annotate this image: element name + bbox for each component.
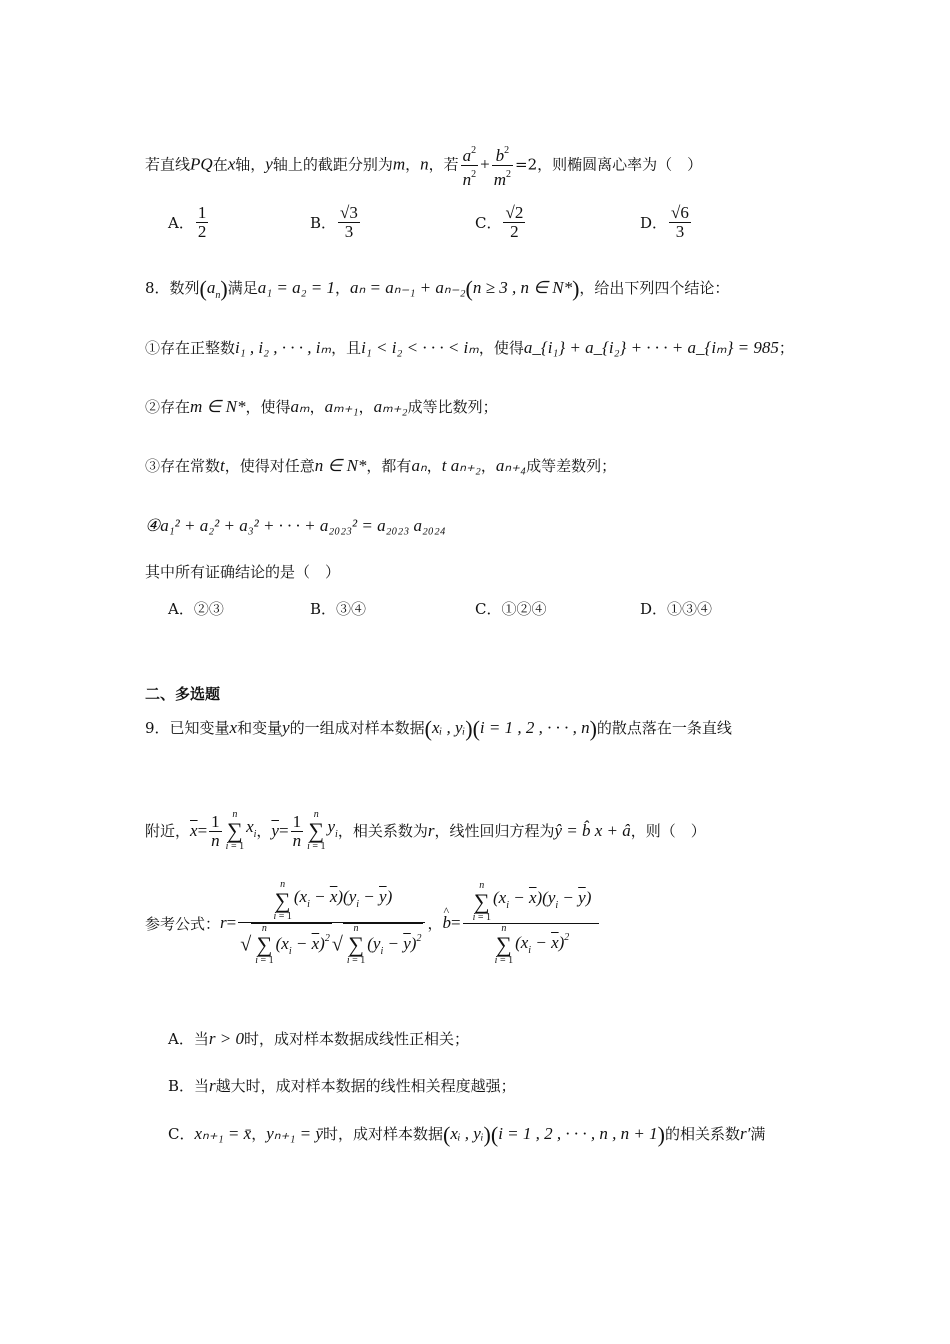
q8-statement-2: ②存在m ∈ N*，使得aₘ，aₘ₊₁，aₘ₊₂成等比数列； xyxy=(145,397,498,416)
q7-option-c[interactable]: C． $\frac{√2}{2}$ xyxy=(475,203,524,241)
q9-formula: 参考公式：r= n ∑ i = 1 $(x_i - \overline{x})(y_i - \overline{y})$ √ n ∑ i = 1 $(x_i - \overline{x})^2$ √ n ∑ i = 1 $(y_i - \overline{y})^2$ ，b ^= n ∑ i = 1 $(x_i - \overline{x})(y_i - \overline{y})$ n ∑ i = 1 $(x_i - \overline{x})^2$ xyxy=(145,880,601,966)
q9-stem-line1: 9．已知变量x和变量y的一组成对样本数据(xᵢ , yᵢ)(i = 1 , 2 , · · · , n)的散点落在一条直线 xyxy=(145,716,732,741)
q7-option-a[interactable]: A． $\frac{1}{2}$ xyxy=(168,203,207,241)
fraction-b2-m2: $\frac{b^2}{m^2}$ xyxy=(492,142,513,189)
q8-option-c[interactable]: C．①②④ xyxy=(475,600,547,618)
section-title: 二、多选题 xyxy=(145,685,221,703)
q9-stem-line2: 附近，$\overline{x}=$ $\frac{1}{n}$ n ∑ i = 1 $x_i$，$\overline{y}=$ $\frac{1}{n}$ n ∑ i = 1 $y_i$，相关系数为r，线性回归方程为ŷ = b̂ x + â，则（ ） xyxy=(145,809,706,852)
q8-statement-4: ④a₁² + a₂² + a₃² + · · · + a₂₀₂₃² = a₂₀₂₃ a₂₀₂₄ xyxy=(145,516,446,535)
q8-option-b[interactable]: B．③④ xyxy=(310,600,367,618)
q8-statement-3: ③存在常数t，使得对任意n ∈ N*，都有aₙ，t aₙ₊₂，aₙ₊₄成等差数列； xyxy=(145,456,617,475)
q8-stem: 8．数列$(a_n)$满足a₁ = a₂ = 1，aₙ = aₙ₋₁ + aₙ₋₂(n ≥ 3 , n ∈ N*)，给出下列四个结论： xyxy=(145,276,730,301)
correlation-formula: n ∑ i = 1 $(x_i - \overline{x})(y_i - \overline{y})$ √ n ∑ i = 1 $(x_i - \overline{x})^2$ √ n ∑ i = 1 $(y_i - \overline{y})^2$ xyxy=(238,880,425,966)
q7-stem: 若直线PQ在x轴，y轴上的截距分别为m，n，若 $\frac{a^2}{n^2}$ + $\frac{b^2}{m^2}$ =2，则椭圆离心率为（ ） xyxy=(145,142,702,189)
q8-option-a[interactable]: A．②③ xyxy=(168,600,224,618)
fraction-a2-n2: $\frac{a^2}{n^2}$ xyxy=(461,142,479,189)
q7-option-b[interactable]: B． $\frac{√3}{3}$ xyxy=(310,203,358,241)
q7-option-d[interactable]: D． $\frac{√6}{3}$ xyxy=(640,203,689,241)
q9-option-a[interactable]: A．当r > 0时，成对样本数据成线性正相关； xyxy=(168,1029,469,1048)
q8-question: 其中所有证确结论的是（ ） xyxy=(145,563,341,581)
q8-statement-1: ①存在正整数i₁ , i₂ , · · · , iₘ，且i₁ < i₂ < · · · < iₘ，使得a_{i₁} + a_{i₂} + · · · + a_{iₘ} = 985； xyxy=(145,338,794,357)
q8-option-d[interactable]: D．①③④ xyxy=(640,600,713,618)
q9-option-c[interactable]: C．xₙ₊₁ = x̄，yₙ₊₁ = ȳ时，成对样本数据(xᵢ , yᵢ)(i = 1 , 2 , · · · , n , n + 1)的相关系数r′满 xyxy=(168,1122,766,1147)
q9-option-b[interactable]: B．当r越大时，成对样本数据的线性相关程度越强； xyxy=(168,1076,516,1095)
slope-formula: n ∑ i = 1 $(x_i - \overline{x})(y_i - \overline{y})$ n ∑ i = 1 $(x_i - \overline{x})^2$ xyxy=(463,881,600,966)
